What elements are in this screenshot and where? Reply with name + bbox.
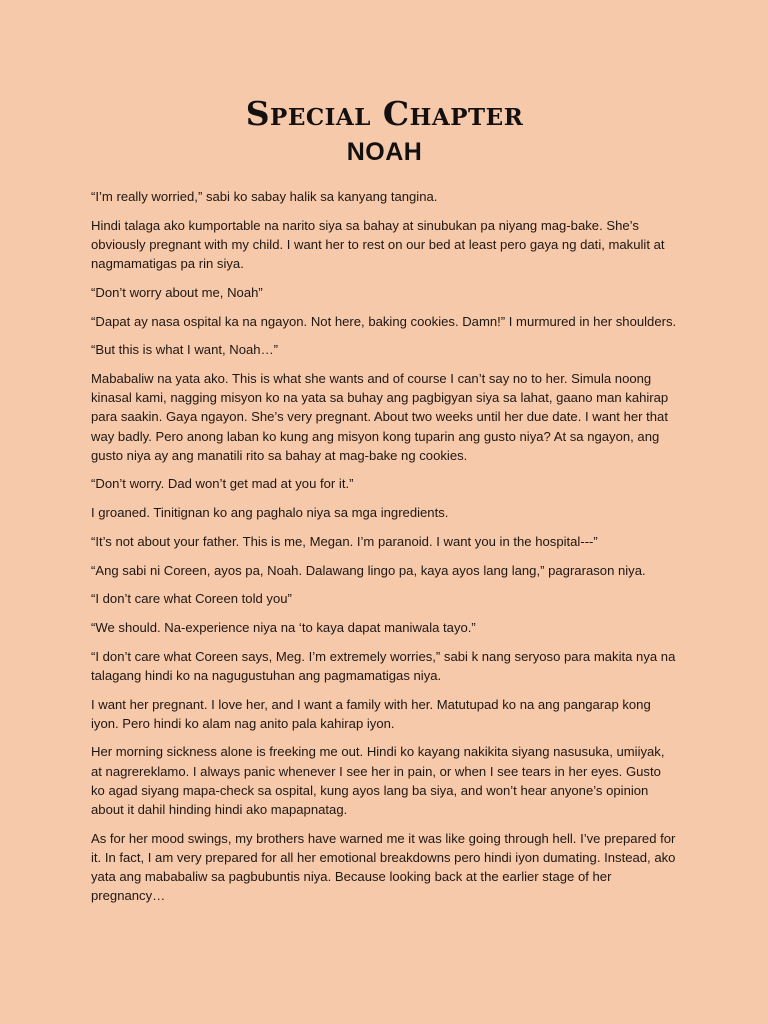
paragraph: “It’s not about your father. This is me, Megan. I’m paranoid. I want you in the hospital---” bbox=[91, 533, 598, 549]
paragraph: Her morning sickness alone is freeking me out. Hindi ko kayang nakikita siyang nasusuka, umiiyak, at nagrereklamo. I always panic whenever I see her in pain, or when I see tears in her eyes. Gusto ko agad siyang mapa-check sa ospital, kung ayos lang ba siya, and won’t hear anyone’s opinion about it dahil hinding hindi ako mapapnatag. bbox=[91, 744, 665, 818]
paragraph: I want her pregnant. I love her, and I want a family with her. Matutupad ko na ang pangarap kong iyon. Pero hindi ko alam nag anito pala kahirap iyon. bbox=[91, 696, 651, 731]
paragraph: “Don’t worry about me, Noah” bbox=[91, 284, 263, 300]
paragraph: “But this is what I want, Noah…” bbox=[91, 342, 279, 358]
paragraph: “I’m really worried,” sabi ko sabay halik sa kanyang tangina. bbox=[91, 189, 438, 204]
paragraph: As for her mood swings, my brothers have warned me it was like going through hell. I’ve prepared for it. In fact, I am very prepared for all her emotional breakdowns pero hindi iyon dumating. Instead, ako yata ang mababaliw sa pagbubuntis niya. Because looking back at the earlier stage of her pregnancy… bbox=[91, 830, 676, 904]
paragraph: “Ang sabi ni Coreen, ayos pa, Noah. Dalawang lingo pa, kaya ayos lang lang,” pagrarason niya. bbox=[91, 562, 646, 578]
paragraph: Mababaliw na yata ako. This is what she wants and of course I can’t say no to her. Simula noong kinasal kami, nagging misyon ko na yata sa buhay ang pagbigyan siya sa lahat, gaano man kahirap para saakin. Gaya ngayon. She’s very pregnant. About two weeks until her due date. I want her that way badly. Pero anong laban ko kung ang misyon kong tuparin ang gusto niya? At sa ngayon, ang gusto niya ay ang manatili rito sa bahay at mag-bake ng cookies. bbox=[91, 370, 669, 463]
paragraph: “I don’t care what Coreen says, Meg. I’m extremely worries,” sabi k nang seryoso para makita nya na talagang hindi ko na nagugustuhan ang pagmamatigas niya. bbox=[91, 648, 676, 683]
paragraph: Hindi talaga ako kumportable na narito siya sa bahay at sinubukan pa niyang mag-bake. She’s obviously pregnant with my child. I want her to rest on our bed at least pero gaya ng dati, makulit at nagmamatigas pa rin siya. bbox=[91, 217, 665, 272]
chapter-subtitle: NOAH bbox=[346, 138, 423, 166]
chapter-body bbox=[91, 187, 678, 906]
paragraph: “Don’t worry. Dad won’t get mad at you for it.” bbox=[91, 476, 354, 492]
paragraph: I groaned. Tinitignan ko ang paghalo niya sa mga ingredients. bbox=[91, 505, 449, 521]
paragraph: “I don’t care what Coreen told you” bbox=[91, 591, 292, 607]
paragraph: “Dapat ay nasa ospital ka na ngayon. Not here, baking cookies. Damn!” I murmured in her shoulders. bbox=[91, 313, 677, 329]
paragraph: “We should. Na-experience niya na ‘to kaya dapat maniwala tayo.” bbox=[91, 619, 476, 635]
chapter-title: Special Chapter bbox=[245, 94, 524, 133]
